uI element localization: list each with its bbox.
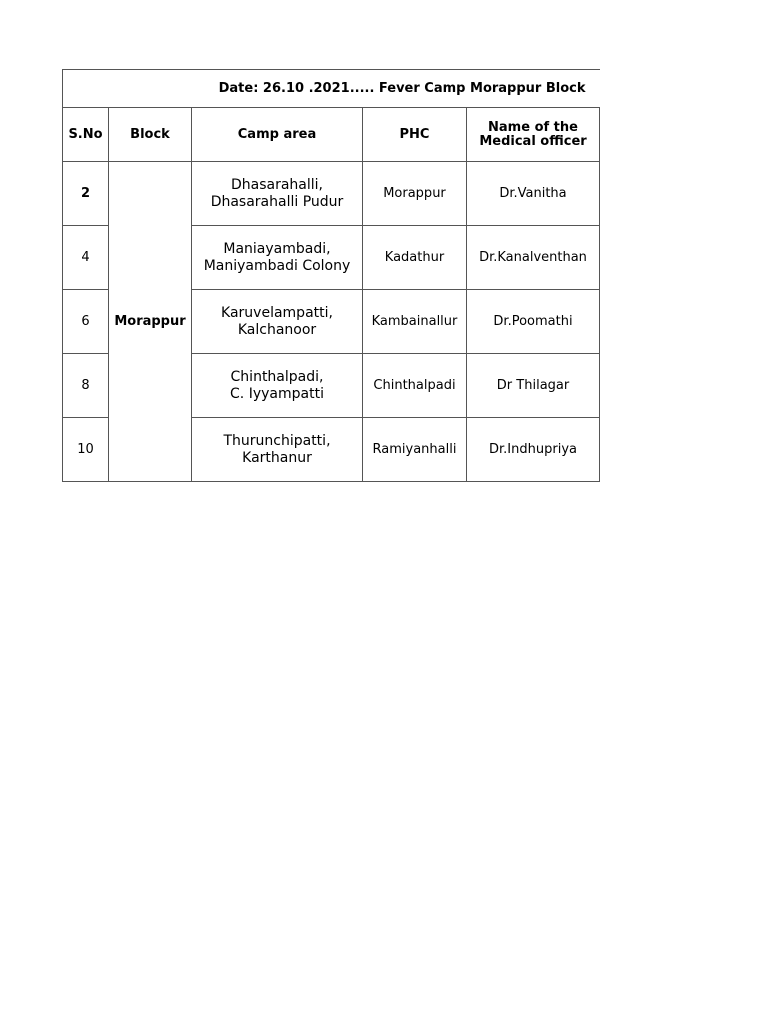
camp-area-line2: Maniyambadi Colony	[203, 257, 351, 274]
row-camp-area	[192, 226, 363, 290]
row-sno: 4	[63, 226, 109, 290]
row-sno: 10	[63, 418, 109, 482]
row-officer: Dr Thilagar	[467, 354, 600, 418]
camp-area-line2: Dhasarahalli Pudur	[210, 193, 344, 210]
row-officer: Dr.Indhupriya	[467, 418, 600, 482]
row-camp-area	[192, 162, 363, 226]
header-block: Block	[109, 108, 192, 162]
row-phc: Morappur	[363, 162, 467, 226]
row-sno: 8	[63, 354, 109, 418]
header-officer-line2: Medical officer	[479, 133, 587, 149]
camp-area-line1: Thurunchipatti,	[223, 432, 331, 449]
table-title: Date: 26.10 .2021..... Fever Camp Morappur Block	[63, 70, 600, 108]
header-medical-officer	[467, 108, 600, 162]
title-row	[63, 70, 600, 108]
row-camp-area	[192, 354, 363, 418]
header-camp-area: Camp area	[192, 108, 363, 162]
table-row	[63, 162, 600, 226]
camp-area-line1: Maniayambadi,	[223, 240, 331, 257]
row-phc: Ramiyanhalli	[363, 418, 467, 482]
camp-area-line1: Chinthalpadi,	[230, 368, 324, 385]
camp-area-line2: C. Iyyampatti	[230, 385, 324, 402]
row-phc: Kambainallur	[363, 290, 467, 354]
camp-area-line1: Dhasarahalli,	[230, 176, 323, 193]
camp-area-line2: Kalchanoor	[237, 321, 317, 338]
block-name: Morappur	[109, 162, 192, 482]
header-officer-line1: Name of the	[488, 119, 578, 135]
camp-area-line1: Karuvelampatti,	[221, 304, 333, 321]
row-camp-area	[192, 418, 363, 482]
header-sno: S.No	[63, 108, 109, 162]
row-officer: Dr.Vanitha	[467, 162, 600, 226]
row-sno: 2	[63, 162, 109, 226]
camp-area-line2: Karthanur	[242, 449, 312, 466]
header-row	[63, 108, 600, 162]
row-officer: Dr.Kanalventhan	[467, 226, 600, 290]
row-officer: Dr.Poomathi	[467, 290, 600, 354]
fever-camp-table	[62, 69, 600, 482]
header-phc: PHC	[363, 108, 467, 162]
row-phc: Chinthalpadi	[363, 354, 467, 418]
row-sno: 6	[63, 290, 109, 354]
row-camp-area	[192, 290, 363, 354]
row-phc: Kadathur	[363, 226, 467, 290]
